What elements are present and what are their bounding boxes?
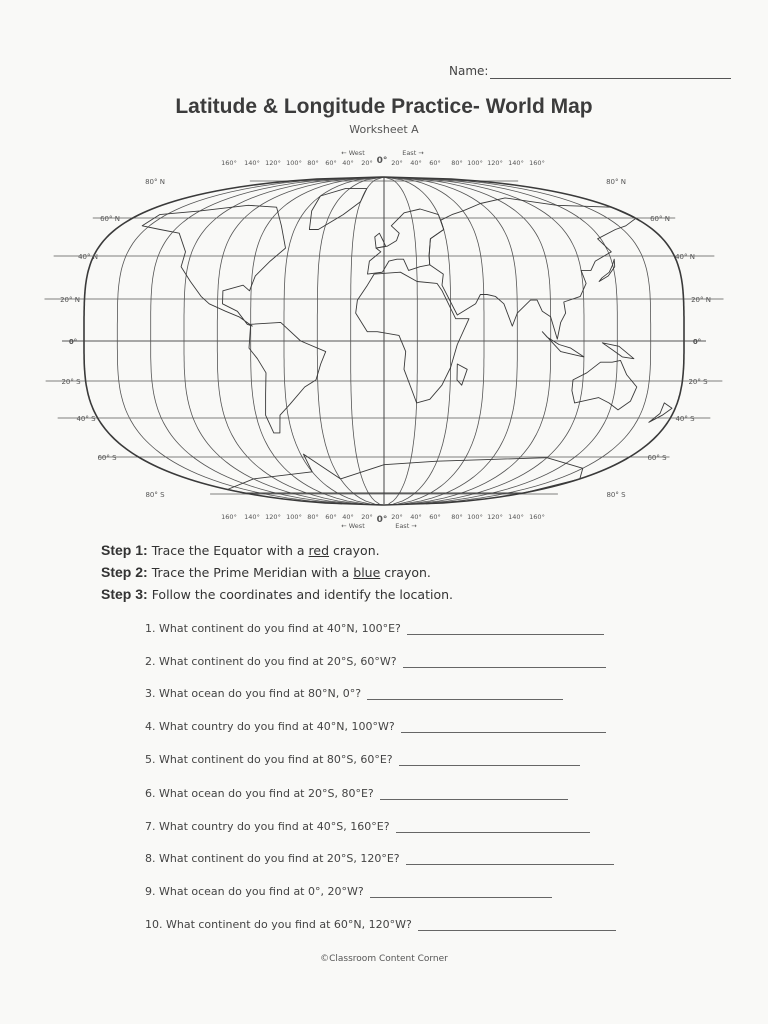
question-10	[145, 918, 616, 931]
answer-line[interactable]	[407, 634, 604, 635]
step-label: Step 2:	[101, 564, 148, 580]
north-america-outline	[142, 205, 285, 326]
crayon-color-word: red	[308, 543, 330, 558]
step-text-end: crayon.	[380, 565, 431, 580]
latitude-label-right: 80° N	[606, 178, 626, 186]
longitude-label-bottom: 160°	[221, 513, 237, 521]
prime-meridian-label-top: 0°	[376, 156, 388, 166]
prime-meridian-label-bottom: 0°	[376, 515, 388, 525]
longitude-label-bottom: 80°	[307, 513, 319, 521]
crayon-color-word: blue	[353, 565, 381, 580]
latitude-label-left: 20° S	[61, 378, 81, 386]
latitude-label-left: 60° N	[100, 215, 120, 223]
longitude-label-bottom: 20°	[361, 513, 373, 521]
question-text: 5. What continent do you find at 80°S, 60°E?	[145, 753, 393, 766]
west-direction-bottom: ← West	[341, 522, 365, 530]
longitude-label-bottom: 20°	[391, 513, 403, 521]
answer-line[interactable]	[380, 799, 568, 800]
question-8	[145, 852, 614, 865]
answer-line[interactable]	[399, 765, 580, 766]
latitude-label-left: 40° N	[78, 253, 98, 261]
longitude-label-bottom: 40°	[342, 513, 354, 521]
longitude-label-bottom: 60°	[429, 513, 441, 521]
east-direction-bottom: East →	[395, 522, 417, 530]
question-text: 7. What country do you find at 40°S, 160°E?	[145, 820, 390, 833]
longitude-label-top: 60°	[325, 159, 337, 167]
worksheet-title: Latitude & Longitude Practice- World Map	[175, 95, 593, 118]
copyright-footer: ©Classroom Content Corner	[320, 954, 448, 964]
asia-outline	[429, 198, 636, 339]
question-text: 3. What ocean do you find at 80°N, 0°?	[145, 687, 362, 700]
europe-outline	[368, 209, 444, 274]
longitude-label-top: 80°	[307, 159, 319, 167]
longitude-label-top: 60°	[429, 159, 441, 167]
longitude-label-top: 100°	[286, 159, 302, 167]
new-zealand-outline	[649, 403, 672, 422]
question-2	[145, 655, 606, 668]
answer-line[interactable]	[418, 930, 616, 931]
longitude-label-top: 140°	[244, 159, 260, 167]
antarctica-outline	[227, 454, 582, 493]
east-direction-top: East →	[402, 149, 424, 157]
question-5	[145, 753, 580, 766]
indonesia-outline	[542, 332, 584, 357]
step-label: Step 1:	[101, 542, 148, 558]
latitude-label-right: 60° N	[650, 215, 670, 223]
africa-outline	[356, 272, 469, 403]
longitude-label-bottom: 140°	[244, 513, 260, 521]
longitude-label-bottom: 80°	[451, 513, 463, 521]
longitude-label-top: 160°	[221, 159, 237, 167]
step-3	[101, 586, 453, 602]
question-6	[145, 787, 568, 800]
question-9	[145, 885, 552, 898]
step-text: Follow the coordinates and identify the location.	[151, 587, 454, 602]
question-text: 4. What country do you find at 40°N, 100°W?	[145, 720, 395, 733]
madagascar-outline	[457, 364, 467, 385]
latitude-label-right: 20° N	[691, 296, 711, 304]
latitude-label-right: 60° S	[647, 454, 667, 462]
question-3	[145, 687, 563, 700]
latitude-label-right: 20° S	[688, 378, 708, 386]
longitude-label-top: 20°	[391, 159, 403, 167]
longitude-label-top: 120°	[265, 159, 281, 167]
longitude-label-top: 40°	[342, 159, 354, 167]
world-map	[0, 140, 768, 535]
latitude-label-right: 40° S	[675, 415, 695, 423]
step-text-end: crayon.	[329, 543, 380, 558]
longitude-label-bottom: 120°	[265, 513, 281, 521]
question-text: 6. What ocean do you find at 20°S, 80°E?	[145, 787, 374, 800]
longitude-label-top: 20°	[361, 159, 373, 167]
answer-line[interactable]	[401, 732, 606, 733]
step-text: Trace the Prime Meridian with a	[151, 565, 354, 580]
answer-line[interactable]	[367, 699, 563, 700]
question-4	[145, 720, 606, 733]
longitude-label-top: 80°	[451, 159, 463, 167]
longitude-label-bottom: 100°	[467, 513, 483, 521]
step-2	[101, 564, 431, 580]
australia-outline	[572, 360, 637, 410]
question-text: 9. What ocean do you find at 0°, 20°W?	[145, 885, 364, 898]
name-answer-line[interactable]	[490, 78, 731, 79]
step-1	[101, 542, 380, 558]
longitude-label-top: 140°	[508, 159, 524, 167]
longitude-label-bottom: 160°	[529, 513, 545, 521]
latitude-label-right: 80° S	[606, 491, 626, 499]
longitude-label-bottom: 60°	[325, 513, 337, 521]
latitude-label-left: 80° N	[145, 178, 165, 186]
latitude-label-left: 20° N	[60, 296, 80, 304]
latitude-label-right: 0°	[692, 338, 702, 346]
question-1	[145, 622, 604, 635]
answer-line[interactable]	[396, 832, 590, 833]
name-label: Name:	[449, 64, 489, 78]
answer-line[interactable]	[403, 667, 606, 668]
new-guinea-outline	[602, 343, 634, 359]
question-text: 10. What continent do you find at 60°N, 120°W?	[145, 918, 412, 931]
answer-line[interactable]	[370, 897, 552, 898]
latitude-label-left: 0°	[68, 338, 78, 346]
longitude-label-top: 160°	[529, 159, 545, 167]
longitude-label-bottom: 140°	[508, 513, 524, 521]
step-label: Step 3:	[101, 586, 148, 602]
south-america-outline	[249, 322, 326, 433]
question-text: 8. What continent do you find at 20°S, 120°E?	[145, 852, 400, 865]
step-text: Trace the Equator with a	[151, 543, 309, 558]
question-7	[145, 820, 590, 833]
worksheet-subtitle: Worksheet A	[349, 123, 419, 136]
west-direction-top: ← West	[341, 149, 365, 157]
map-grid	[44, 177, 723, 504]
name-field[interactable]	[449, 64, 731, 82]
latitude-label-left: 60° S	[97, 454, 117, 462]
longitude-label-bottom: 40°	[410, 513, 422, 521]
question-text: 1. What continent do you find at 40°N, 100°E?	[145, 622, 401, 635]
longitude-label-bottom: 120°	[487, 513, 503, 521]
longitude-label-bottom: 100°	[286, 513, 302, 521]
answer-line[interactable]	[406, 864, 614, 865]
longitude-label-top: 100°	[467, 159, 483, 167]
longitude-label-top: 120°	[487, 159, 503, 167]
latitude-label-left: 40° S	[76, 415, 96, 423]
question-text: 2. What continent do you find at 20°S, 60°W?	[145, 655, 397, 668]
latitude-label-right: 40° N	[675, 253, 695, 261]
longitude-label-top: 40°	[410, 159, 422, 167]
latitude-label-left: 80° S	[145, 491, 165, 499]
